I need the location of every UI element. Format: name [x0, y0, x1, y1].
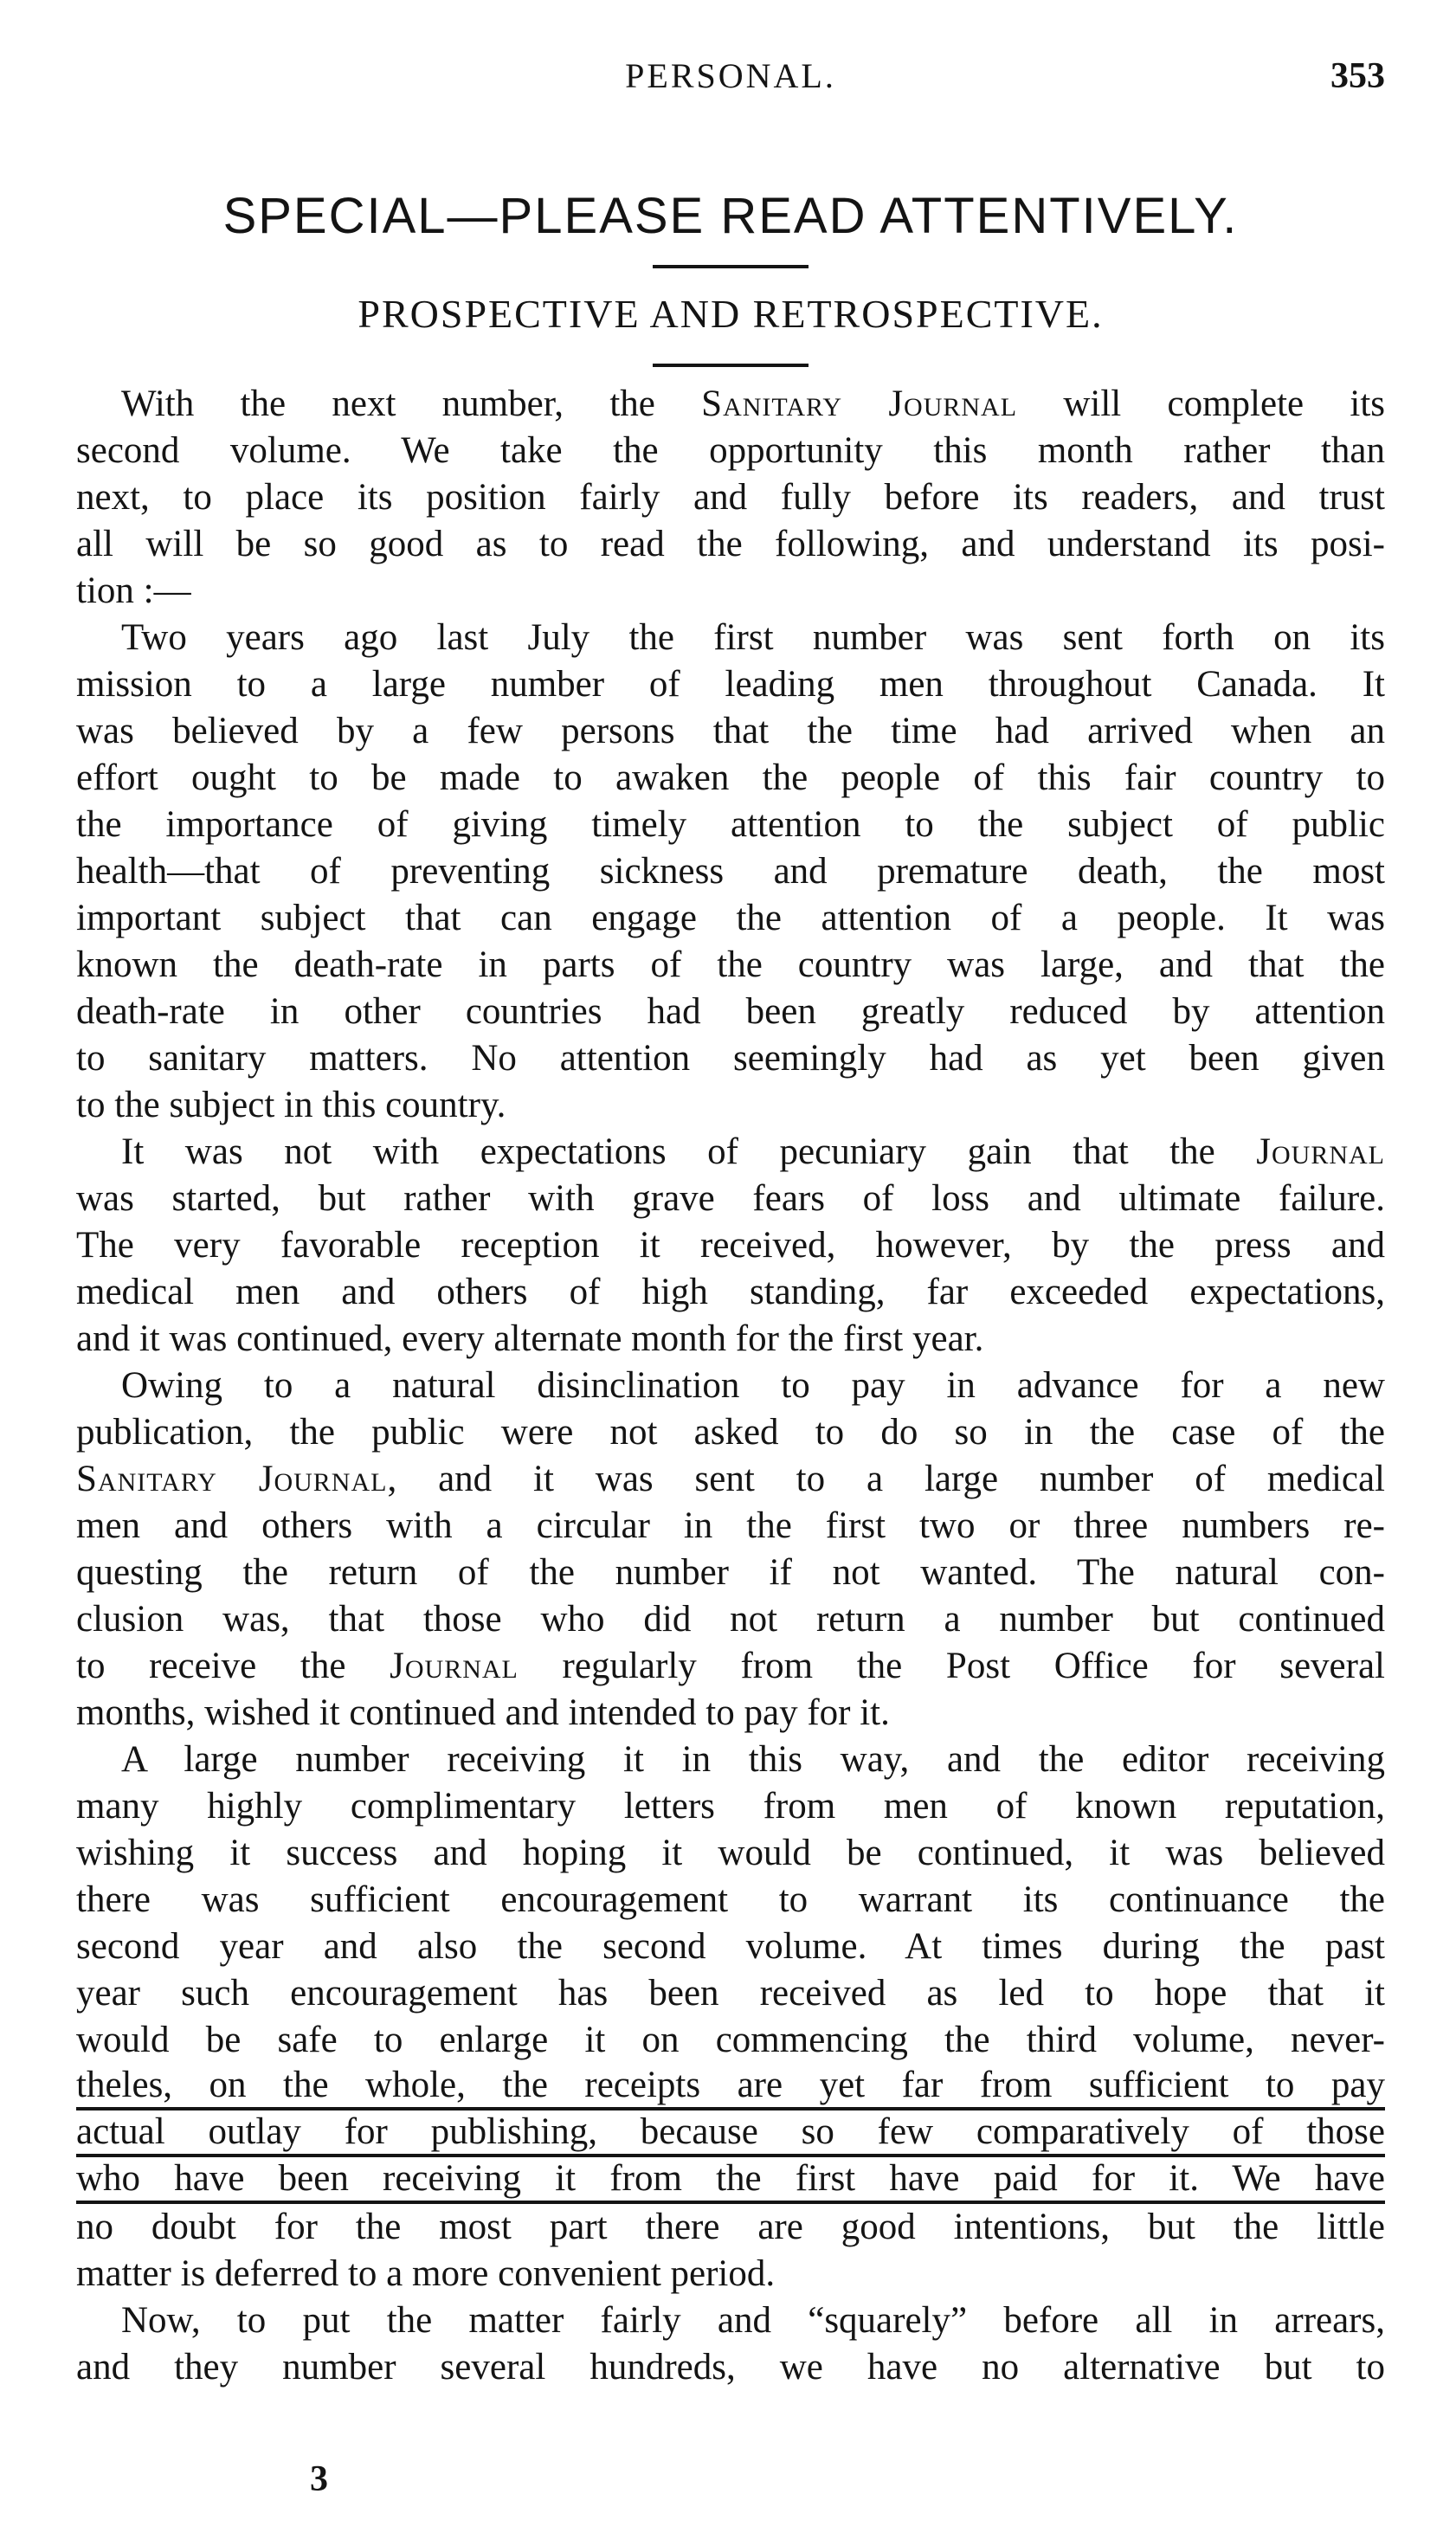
journal-name: Sanitary	[701, 383, 843, 424]
text-line: tion :—	[76, 570, 191, 611]
subtitle-rule	[653, 364, 809, 367]
text-line: to the subject in this country.	[76, 1085, 506, 1125]
text-line: important subject that can engage the attention of a people. It was	[76, 898, 1385, 938]
text-line: year such encouragement has been received as led to hope that it	[76, 1973, 1385, 2014]
text-line: all will be so good as to read the following, and understand its posi-	[76, 524, 1385, 564]
text-line: Owing to a natural disinclination to pay in advance for a new	[121, 1365, 1385, 1406]
text-line: would be safe to enlarge it on commencing the third volume, never-	[76, 2020, 1385, 2060]
text-line: was started, but rather with grave fears of loss and ultimate failure.	[76, 1178, 1385, 1219]
text-line: death-rate in other countries had been greatly reduced by attention	[76, 991, 1385, 1032]
document-page	[76, 0, 1385, 2539]
journal-name: Journal	[1256, 1131, 1385, 1172]
text-line: With the next number, the Sanitary Journal will complete its	[121, 383, 1385, 424]
article-subtitle: PROSPECTIVE AND RETROSPECTIVE.	[358, 292, 1104, 336]
text-line: and it was continued, every alternate month for the first year.	[76, 1318, 984, 1359]
text-line: mission to a large number of leading men throughout Canada. It	[76, 664, 1385, 705]
text-line: second volume. We take the opportunity this month rather than	[76, 430, 1385, 471]
text-line: no doubt for the most part there are good intentions, but the little	[76, 2207, 1385, 2247]
text-line: the importance of giving timely attention to the subject of public	[76, 804, 1385, 845]
text-line: matter is deferred to a more convenient period.	[76, 2253, 776, 2294]
text-line: months, wished it continued and intended to pay for it.	[76, 1692, 890, 1733]
text-line: clusion was, that those who did not return a number but continued	[76, 1599, 1385, 1640]
text-line: questing the return of the number if not wanted. The natural con-	[76, 1552, 1385, 1593]
journal-name: Journal	[258, 1459, 388, 1499]
text-line: Now, to put the matter fairly and “squarely” before all in arrears,	[121, 2300, 1385, 2341]
article-title: SPECIAL—PLEASE READ ATTENTIVELY.	[222, 188, 1239, 244]
signature-mark: 3	[310, 2459, 328, 2499]
text-line: health—that of preventing sickness and premature death, the most	[76, 851, 1385, 892]
journal-name: Sanitary	[76, 1459, 217, 1499]
journal-name: Journal	[390, 1646, 519, 1686]
text-line: medical men and others of high standing, far exceeded expectations,	[76, 1272, 1385, 1312]
text-line: was believed by a few persons that the time had arrived when an	[76, 711, 1385, 751]
text-line: actual outlay for publishing, because so few comparatively of those	[76, 2110, 1385, 2157]
text-line: next, to place its position fairly and fully before its readers, and trust	[76, 477, 1385, 518]
running-head	[76, 55, 1385, 104]
text-line: publication, the public were not asked to do so in the case of the	[76, 1412, 1385, 1453]
text-line: theles, on the whole, the receipts are yet far from sufficient to pay	[76, 2064, 1385, 2110]
text-line: known the death-rate in parts of the country was large, and that the	[76, 944, 1385, 985]
text-line: who have been receiving it from the first have paid for it. We have	[76, 2157, 1385, 2204]
text-line: The very favorable reception it received, however, by the press and	[76, 1225, 1385, 1266]
journal-name: Journal	[888, 383, 1018, 424]
text-line: to receive the Journal regularly from the Post Office for several	[76, 1646, 1385, 1686]
running-title: PERSONAL.	[625, 56, 836, 95]
text-line: second year and also the second volume. At times during the past	[76, 1926, 1385, 1967]
text-line: many highly complimentary letters from men of known reputation,	[76, 1786, 1385, 1827]
text-line: there was sufficient encouragement to warrant its continuance the	[76, 1879, 1385, 1920]
text-line: to sanitary matters. No attention seemingly had as yet been given	[76, 1038, 1385, 1079]
text-line: Two years ago last July the first number was sent forth on its	[121, 617, 1385, 658]
text-line: men and others with a circular in the first two or three numbers re-	[76, 1505, 1385, 1546]
text-line: Sanitary Journal, and it was sent to a large number of medical	[76, 1459, 1385, 1499]
text-line: and they number several hundreds, we have no alternative but to	[76, 2347, 1385, 2388]
text-line: It was not with expectations of pecuniary gain that the Journal	[121, 1131, 1385, 1172]
article-body	[76, 381, 1385, 2391]
text-line: effort ought to be made to awaken the people of this fair country to	[76, 757, 1385, 798]
text-line: wishing it success and hoping it would be continued, it was believed	[76, 1833, 1385, 1873]
text-line: A large number receiving it in this way, and the editor receiving	[121, 1739, 1385, 1780]
page-number: 353	[1330, 56, 1385, 96]
title-rule	[653, 265, 809, 268]
